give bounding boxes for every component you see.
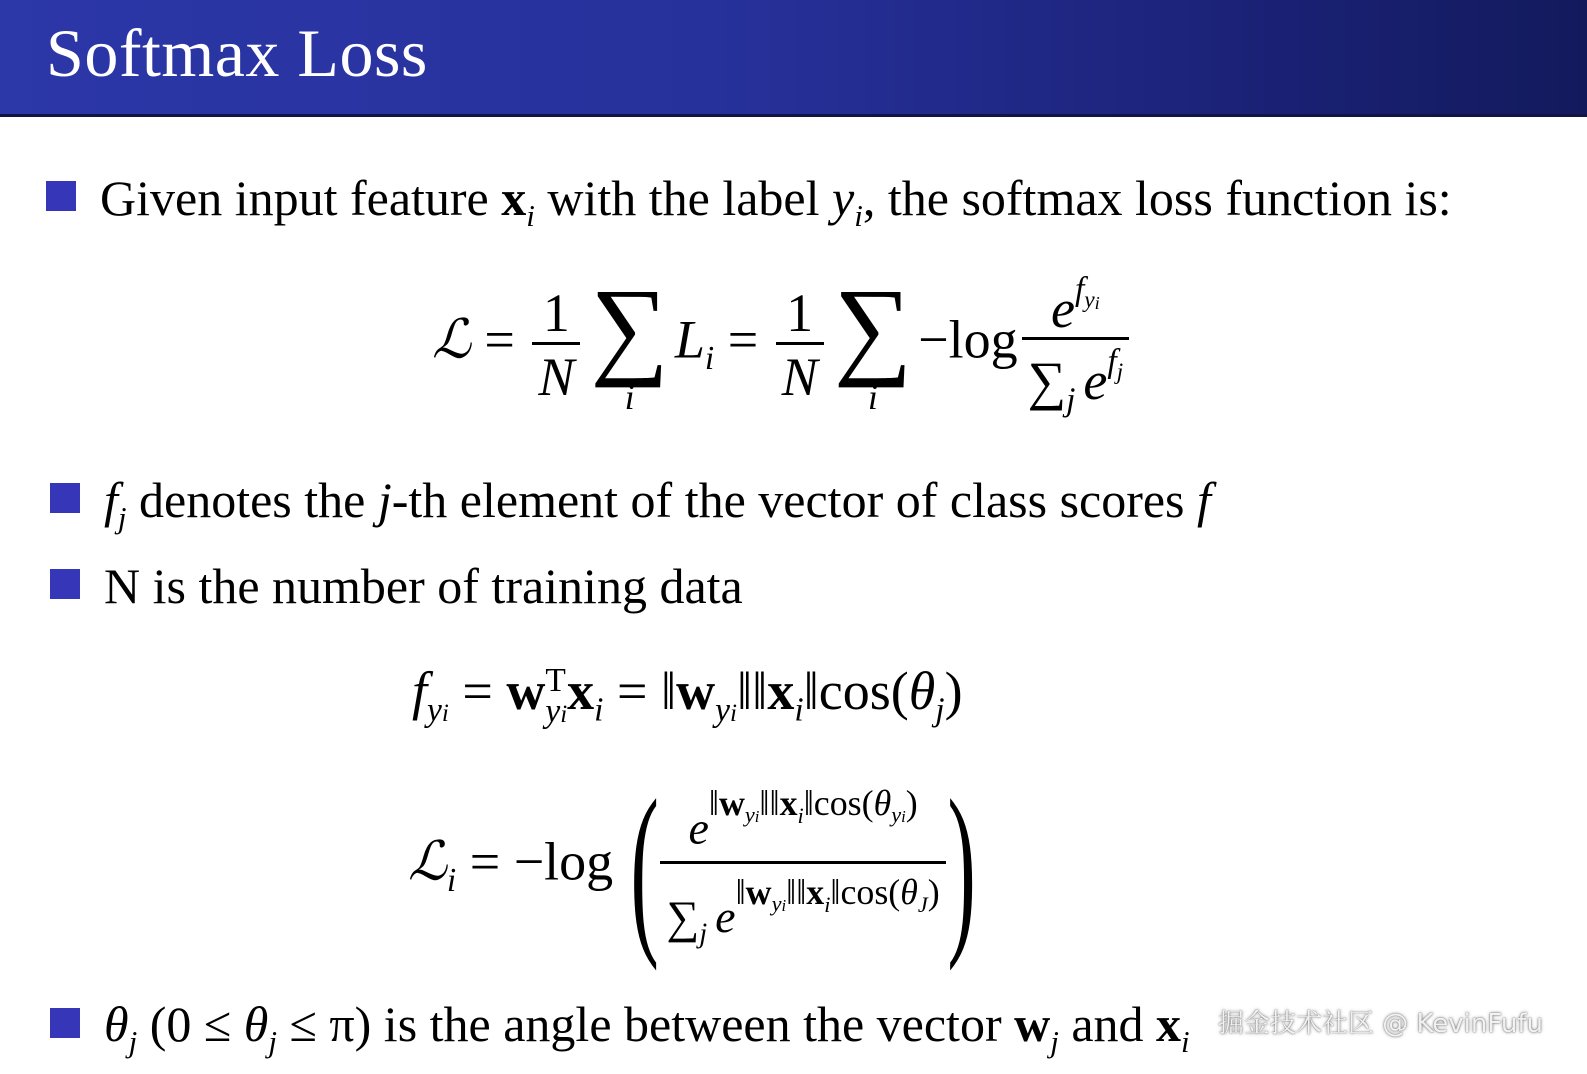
equation-score: $f_{yi} = w$ T yi $x_i$ = $‖w_{yi}‖‖x_i‖\cos(\theta_j)$ [412, 661, 963, 730]
bullet-marker [46, 181, 76, 211]
equation-softmax-loss: ℒ = $\frac{1}{N}$ ∑ i $L_i$ = $\frac{1}{N}$ ∑ i −log $\frac{e^{f_{yi}}}{\sum_j e^{f_j}}$ [432, 272, 1133, 418]
bullet-fj-denotes: $f_j$ denotes the j-th element of the vector of class scores f [104, 472, 1211, 535]
slide-title: Softmax Loss [46, 15, 428, 91]
bullet-marker [50, 569, 80, 599]
right-paren: ) [947, 762, 976, 972]
watermark: 掘金技术社区 @ KevinFufu [1217, 1009, 1543, 1039]
bullet-theta-angle: $\theta_j$ $(0 \le \theta_j \le \pi)$ is the angle between the vector $w_j$ and $x_i$ [104, 996, 1190, 1059]
fraction-softmax: $\frac{e^{f_{yi}}}{\sum_j e^{f_j}}$ [1022, 272, 1130, 418]
bullet-marker [50, 1008, 80, 1038]
title-bar [0, 0, 1587, 117]
summation: ∑ i [833, 265, 913, 418]
summation: ∑ i [590, 265, 669, 418]
left-paren: ( [630, 762, 660, 972]
fraction-one-over-n: $\frac{1}{N}$ [776, 285, 824, 405]
fraction-cosine-softmax: $\frac{e^{‖w_{yi}‖‖x_i‖cos(\theta_{yi})}}{\sum_j e^{‖w_{yi}‖‖x_i‖cos(\theta_J)}}$ [660, 785, 945, 950]
equation-per-sample-loss: ℒ$_i$ = −log( $\frac{e^{‖w_{yi}‖‖x_i‖cos(\theta_{yi})}}{\sum_j e^{‖w_{yi}‖‖x_i‖cos(\theta_J)}}$ ) [408, 762, 976, 972]
fraction-one-over-n: $\frac{1}{N}$ [532, 285, 580, 405]
bullet-given-input: Given input feature $x_i$ with the label $y_i$, the softmax loss function is: [100, 170, 1452, 233]
bullet-n-training: N is the number of training data [104, 558, 743, 614]
bullet-marker [50, 483, 80, 513]
